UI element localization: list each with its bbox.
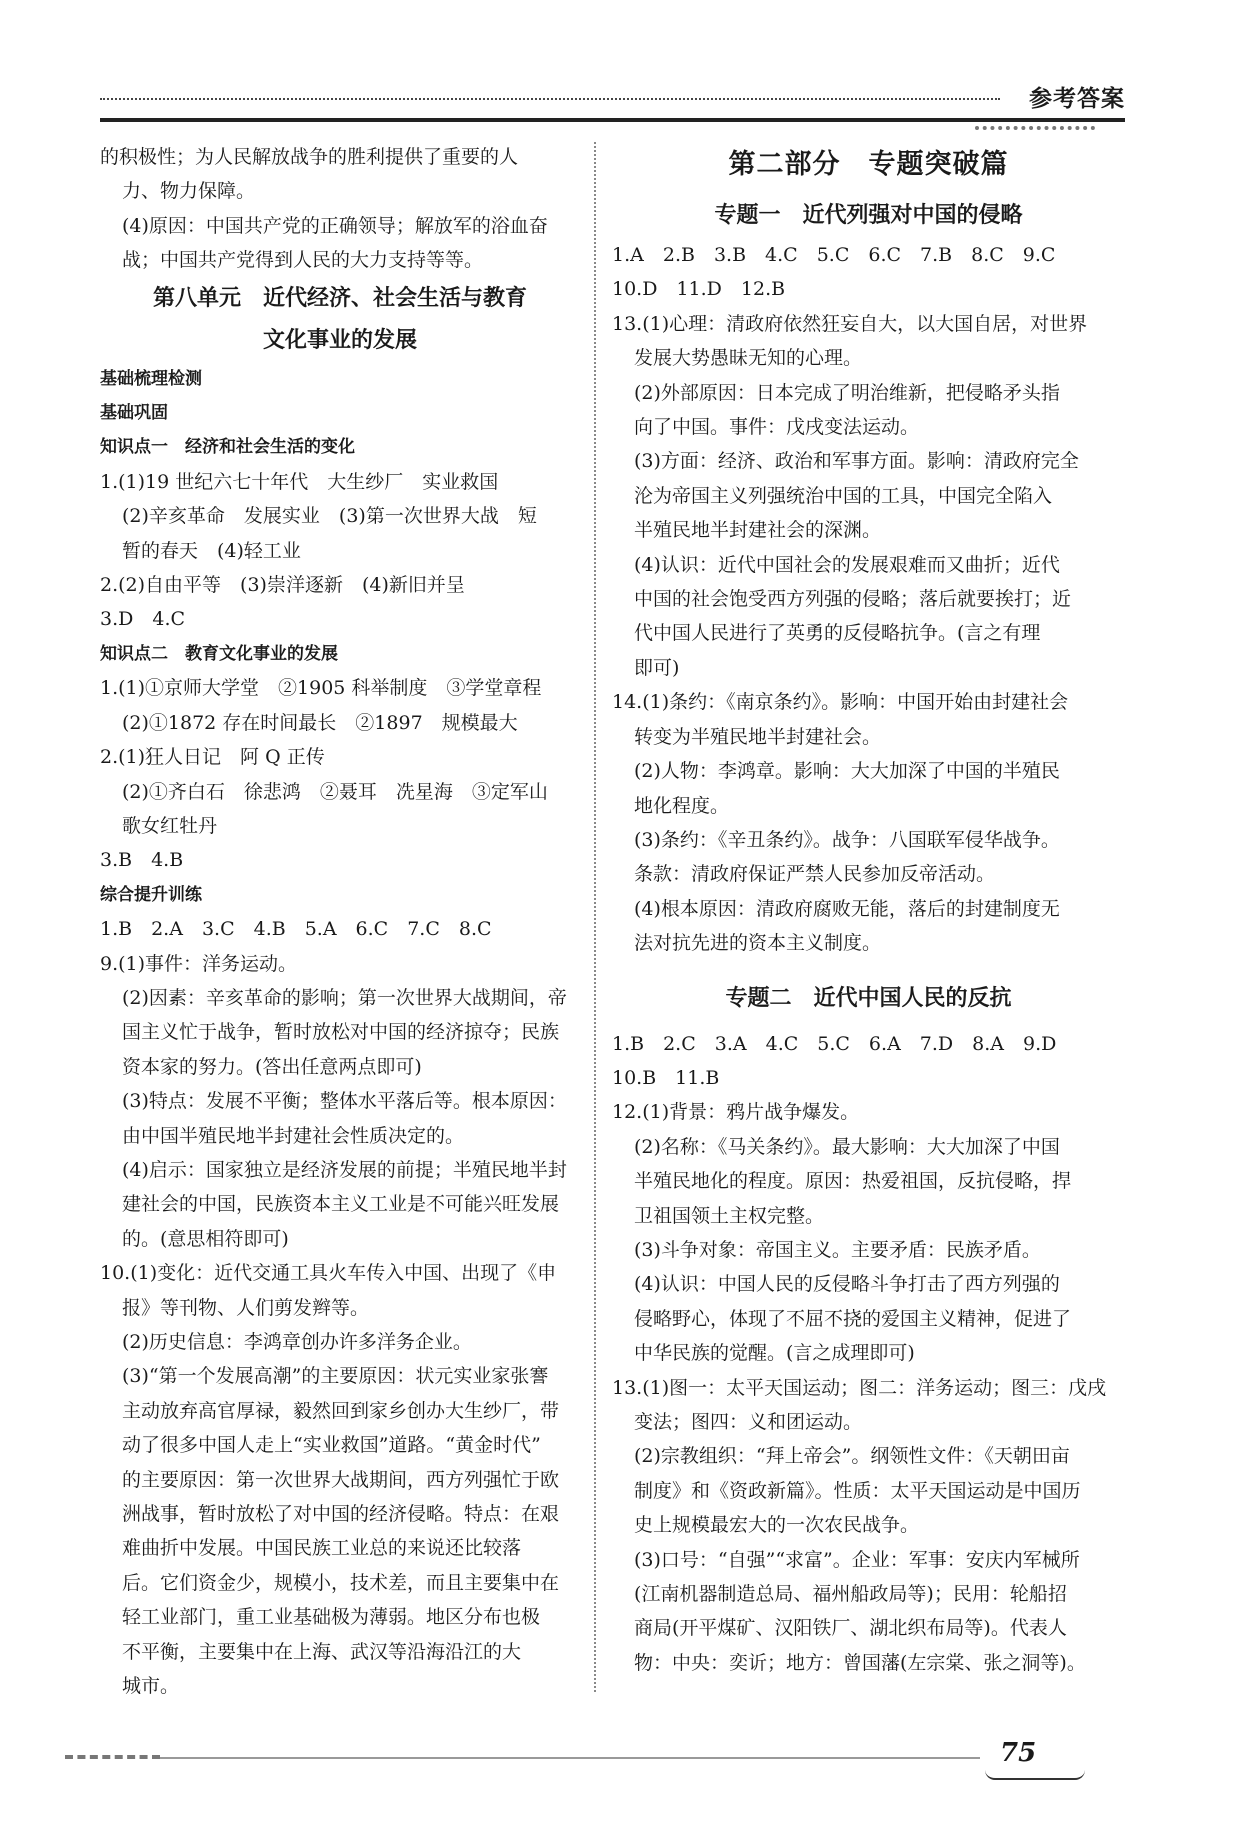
- answer-line: (2)因素：辛亥革命的影响；第一次世界大战期间，帝: [122, 986, 567, 1009]
- answer-line: (2)辛亥革命 发展实业 (3)第一次世界大战 短: [122, 505, 537, 528]
- answer-line: 半殖民地化的程度。原因：热爱祖国，反抗侵略，捍: [634, 1170, 1072, 1193]
- answer-line: (3)口号：“自强”“求富”。企业：军事：安庆内军械所: [634, 1548, 1080, 1571]
- answer-line: 卫祖国领土主权完整。: [634, 1204, 825, 1227]
- answer-line: 沦为帝国主义列强统治中国的工具，中国完全陷入: [634, 484, 1053, 507]
- answer-line: 1.(1)19 世纪六七十年代 大生纱厂 实业救国: [100, 470, 499, 493]
- answer-line: 报》等刊物、人们剪发辫等。: [122, 1296, 370, 1319]
- answer-line: 13.(1)心理：清政府依然狂妄自大，以大国自居，对世界: [612, 312, 1088, 335]
- header-dot-strip: [975, 126, 1095, 130]
- answer-line: 城市。: [122, 1675, 180, 1698]
- answer-line: (2)历史信息：李鸿章创办许多洋务企业。: [122, 1331, 472, 1353]
- answer-line: 资本家的努力。(答出任意两点即可): [122, 1055, 422, 1078]
- answer-line: 洲战事，暂时放松了对中国的经济侵略。特点：在艰: [122, 1503, 560, 1526]
- section-heading: 基础巩固: [100, 403, 168, 424]
- answer-line: (4)根本原因：清政府腐败无能，落后的封建制度无: [634, 897, 1060, 920]
- page-number-swoosh: [985, 1770, 1085, 1780]
- page-header: [100, 78, 1125, 138]
- answer-line: 半殖民地半封建社会的深渊。: [634, 519, 882, 542]
- unit-title: 第八单元 近代经济、社会生活与教育: [152, 285, 527, 311]
- answer-line: 商局(开平煤矿、汉阳铁厂、湖北织布局等)。代表人: [634, 1617, 1067, 1640]
- header-dotted-rule: [100, 98, 1000, 100]
- text-line: 的积极性；为人民解放战争的胜利提供了重要的人: [100, 146, 519, 168]
- answer-line: 由中国半殖民地半封建社会性质决定的。: [122, 1124, 465, 1147]
- answer-line: 10.D 11.D 12.B: [612, 278, 786, 301]
- header-label: 参考答案: [1029, 86, 1125, 112]
- topic-title: 专题一 近代列强对中国的侵略: [714, 203, 1023, 228]
- answer-line: 1.A 2.B 3.B 4.C 5.C 6.C 7.B 8.C 9.C: [612, 244, 1056, 266]
- answer-line: 国主义忙于战争，暂时放松对中国的经济掠夺；民族: [122, 1021, 560, 1044]
- answer-line: 难曲折中发展。中国民族工业总的来说还比较落: [122, 1537, 522, 1560]
- answer-line: (江南机器制造总局、福州船政局等)；民用：轮船招: [634, 1583, 1067, 1606]
- answer-line: 9.(1)事件：洋务运动。: [100, 952, 298, 975]
- answer-line: 轻工业部门，重工业基础极为薄弱。地区分布也极: [122, 1606, 541, 1629]
- answer-line: 法对抗先进的资本主义制度。: [634, 932, 882, 955]
- answer-line: 10.B 11.B: [612, 1066, 720, 1089]
- right-column: [612, 140, 1125, 1680]
- column-divider: [594, 142, 596, 1692]
- answer-line: 变法；图四：义和团运动。: [634, 1411, 863, 1433]
- answer-line: (2)人物：李鸿章。影响：大大加深了中国的半殖民: [634, 760, 1060, 783]
- answer-line: 转变为半殖民地半封建社会。: [634, 725, 882, 748]
- answer-line: 侵略野心，体现了不屈不挠的爱国主义精神，促进了: [634, 1307, 1072, 1330]
- answer-line: 1.B 2.A 3.C 4.B 5.A 6.C 7.C 8.C: [100, 918, 492, 941]
- answer-line: (3)“第一个发展高潮”的主要原因：状元实业家张謇: [122, 1365, 549, 1388]
- answer-line: 地化程度。: [634, 794, 730, 817]
- text-line: 力、物力保障。: [122, 180, 256, 203]
- answer-line: 建社会的中国，民族资本主义工业是不可能兴旺发展: [122, 1193, 560, 1216]
- answer-line: 12.(1)背景：鸦片战争爆发。: [612, 1101, 860, 1124]
- answer-line: (4)认识：近代中国社会的发展艰难而又曲折；近代: [634, 553, 1060, 576]
- text-line: (4)原因：中国共产党的正确领导；解放军的浴血奋: [122, 214, 548, 237]
- answer-line: 制度》和《资政新篇》。性质：太平天国运动是中国历: [634, 1479, 1081, 1502]
- answer-line: (3)斗争对象：帝国主义。主要矛盾：民族矛盾。: [634, 1238, 1041, 1261]
- answer-line: (2)外部原因：日本完成了明治维新，把侵略矛头指: [634, 381, 1060, 404]
- answer-line: (4)启示：国家独立是经济发展的前提；半殖民地半封: [122, 1158, 567, 1181]
- section-heading: 综合提升训练: [100, 884, 202, 905]
- answer-line: 3.D 4.C: [100, 608, 186, 631]
- answer-line: 条款：清政府保证严禁人民参加反帝活动。: [634, 863, 996, 886]
- topic-title: 专题二 近代中国人民的反抗: [725, 985, 1012, 1011]
- text-line: 战；中国共产党得到人民的大力支持等等。: [122, 249, 484, 272]
- part-title: 第二部分 专题突破篇: [728, 149, 1009, 180]
- answer-line: (2)宗教组织：“拜上帝会”。纲领性文件：《天朝田亩: [634, 1445, 1070, 1468]
- answer-line: 即可): [634, 656, 680, 679]
- answer-line: 后。它们资金少，规模小，技术差，而且主要集中在: [122, 1571, 560, 1594]
- answer-line: 10.(1)变化：近代交通工具火车传入中国、出现了《申: [100, 1262, 557, 1285]
- answer-line: 暂的春天 (4)轻工业: [122, 539, 301, 562]
- answer-line: 不平衡，主要集中在上海、武汉等沿海沿江的大: [122, 1640, 522, 1663]
- unit-title-cont: 文化事业的发展: [262, 327, 417, 353]
- answer-line: 的。(意思相符即可): [122, 1227, 289, 1250]
- answer-line: 向了中国。事件：戊戌变法运动。: [634, 416, 920, 439]
- answer-line: 3.B 4.B: [100, 849, 184, 872]
- page-number: 75: [1000, 1738, 1037, 1768]
- answer-line: 动了很多中国人走上“实业救国”道路。“黄金时代”: [122, 1434, 541, 1457]
- left-column: [100, 140, 580, 1703]
- knowledge-point-title: 知识点二 教育文化事业的发展: [100, 643, 338, 664]
- answer-line: 史上规模最宏大的一次农民战争。: [634, 1514, 920, 1537]
- answer-line: (2)①齐白石 徐悲鸿 ②聂耳 冼星海 ③定军山: [122, 780, 548, 803]
- answer-line: 14.(1)条约：《南京条约》。影响：中国开始由封建社会: [612, 691, 1069, 714]
- left-top-block: [100, 140, 580, 278]
- answer-line: 中华民族的觉醒。(言之成理即可): [634, 1342, 915, 1365]
- answer-line: 2.(2)自由平等 (3)崇洋逐新 (4)新旧并呈: [100, 574, 465, 597]
- answer-line: (2)名称：《马关条约》。最大影响：大大加深了中国: [634, 1135, 1060, 1158]
- answer-line: (3)条约：《辛丑条约》。战争：八国联军侵华战争。: [634, 828, 1060, 851]
- header-thick-rule: [100, 118, 1125, 122]
- knowledge-point-title: 知识点一 经济和社会生活的变化: [100, 437, 355, 458]
- answer-line: (4)认识：中国人民的反侵略斗争打击了西方列强的: [634, 1273, 1060, 1296]
- answer-line: 中国的社会饱受西方列强的侵略；落后就要挨打；近: [634, 588, 1072, 611]
- answer-line: 物：中央：奕䜣；地方：曾国藩(左宗棠、张之洞等)。: [634, 1651, 1086, 1674]
- section-heading: 基础梳理检测: [100, 368, 202, 389]
- answer-line: (2)①1872 存在时间最长 ②1897 规模最大: [122, 711, 518, 734]
- answer-line: 歌女红牡丹: [122, 814, 218, 837]
- answer-line: 的主要原因：第一次世界大战期间，西方列强忙于欧: [122, 1468, 560, 1491]
- footer-rule: [160, 1757, 980, 1759]
- answer-line: 主动放弃高官厚禄，毅然回到家乡创办大生纱厂，带: [122, 1399, 560, 1422]
- answer-line: 发展大势愚昧无知的心理。: [634, 347, 863, 370]
- answer-line: 1.(1)①京师大学堂 ②1905 科举制度 ③学堂章程: [100, 677, 542, 700]
- answer-line: (3)方面：经济、政治和军事方面。影响：清政府完全: [634, 450, 1079, 473]
- answer-line: 13.(1)图一：太平天国运动；图二：洋务运动；图三：戊戌: [612, 1376, 1107, 1399]
- answer-line: 1.B 2.C 3.A 4.C 5.C 6.A 7.D 8.A 9.D: [612, 1032, 1057, 1055]
- footer-dash-strip: [65, 1755, 160, 1759]
- answer-line: 代中国人民进行了英勇的反侵略抗争。(言之有理: [634, 622, 1041, 645]
- answer-line: (3)特点：发展不平衡；整体水平落后等。根本原因：: [122, 1090, 567, 1113]
- answer-line: 2.(1)狂人日记 阿 Q 正传: [100, 746, 325, 769]
